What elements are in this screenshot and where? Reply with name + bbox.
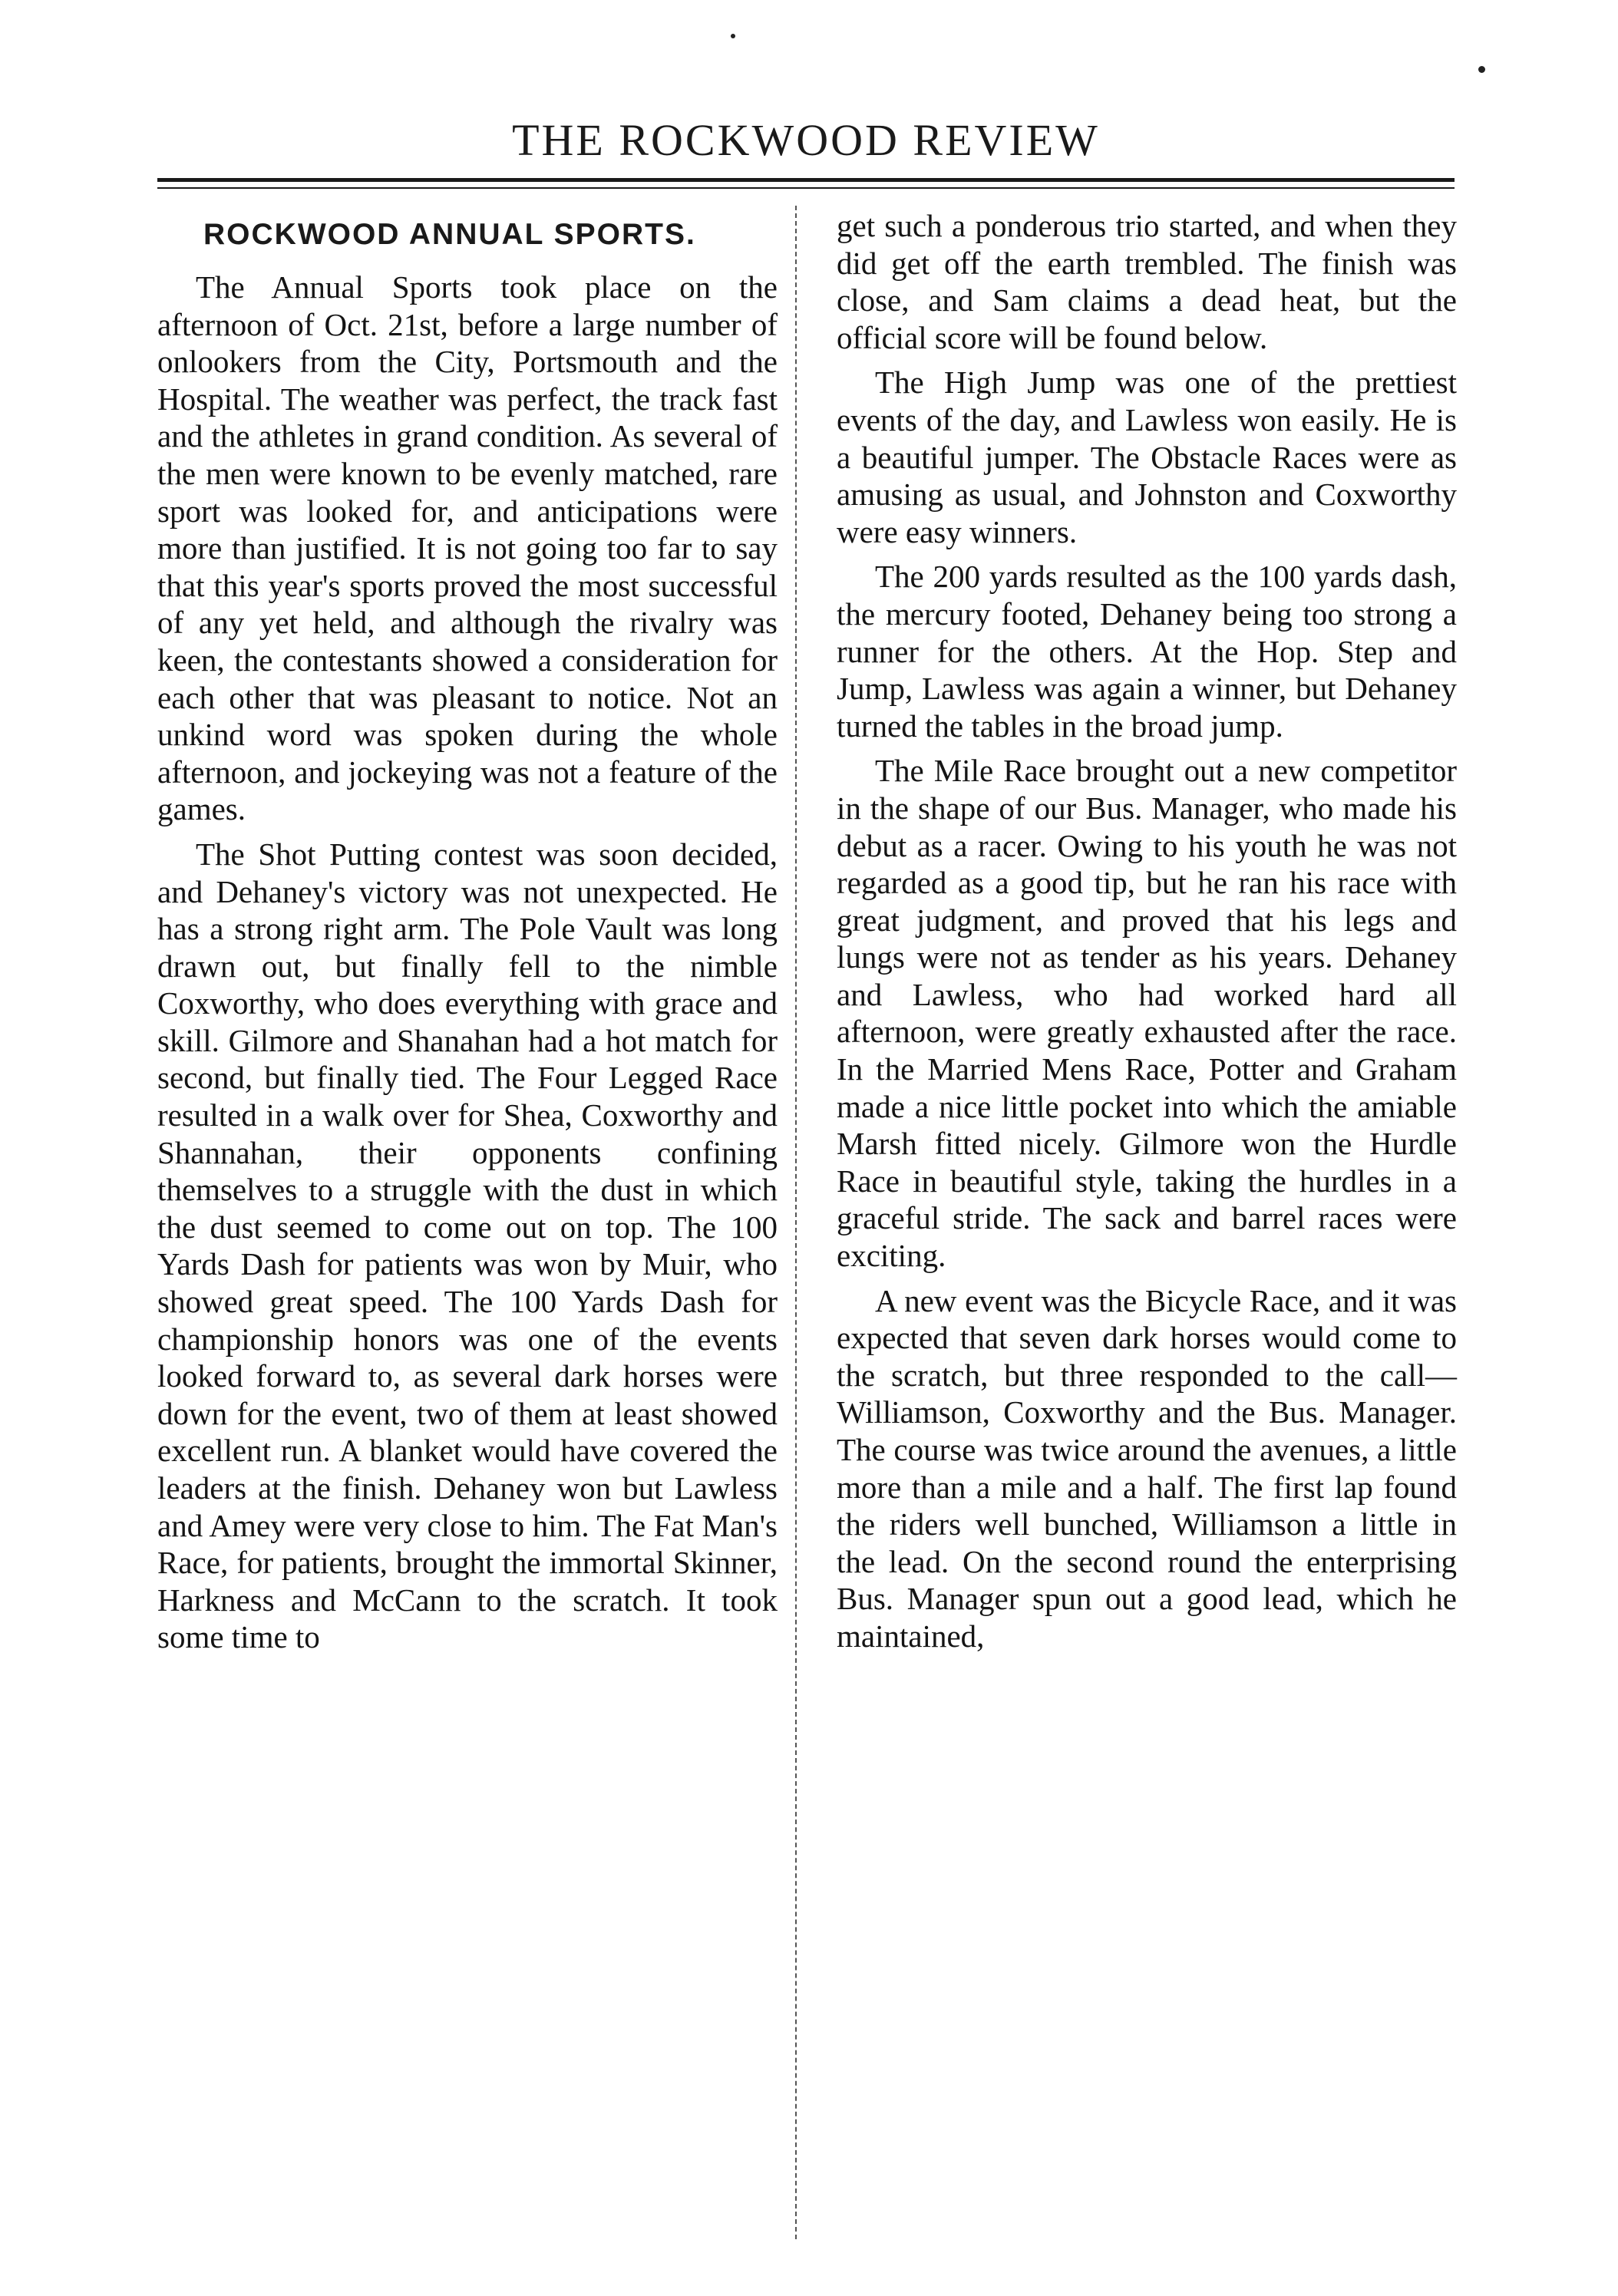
ink-speck <box>1478 66 1485 73</box>
column-divider <box>795 206 797 2239</box>
paragraph: The Mile Race brought out a new competitor in the shape of our Bus. Manager, who made his debut as a racer. Owing to his youth he was not regarded as a good tip, but he ran his race with great judgment, and proved that his legs and lungs were not as tender as his years. Dehaney and Lawless, who had worked hard all afternoon, were greatly exhausted after the race. In the Married Mens Race, Potter and Graham made a nice little pocket into which the amiable Marsh fitted nicely. Gilmore won the Hurdle Race in beautiful style, taking the hurdles in a graceful stride. The sack and barrel races were exciting. <box>837 753 1457 1274</box>
ink-speck <box>731 34 735 38</box>
paragraph-continued: get such a ponderous trio started, and when they did get off the earth trembled. The finish was close, and Sam claims a dead heat, but the official score will be found below. <box>837 208 1457 355</box>
header-rule-thick <box>157 178 1455 182</box>
paragraph: A new event was the Bicycle Race, and it was expected that seven dark horses would come to the scratch, but three responded to the call—Williamson, Coxworthy and the Bus. Manager. The course was twice around the avenues, a little more than a mile and a half. The first lap found the riders well bunched, Williamson a little in the lead. On the second round the enterprising Bus. Manager spun out a good lead, which he maintained, <box>837 1282 1457 1654</box>
paragraph: The 200 yards resulted as the 100 yards dash, the mercury footed, Dehaney being too strong a runner for the others. At the Hop. Step and Jump, Lawless was again a winner, but Dehaney turned the tables in the broad jump. <box>837 559 1457 744</box>
left-column <box>157 207 778 1664</box>
paragraph: The Shot Putting contest was soon decided, and Dehaney's victory was not unexpected. He has a strong right arm. The Pole Vault was long drawn out, but finally fell to the nimble Coxworthy, who does everything with grace and skill. Gilmore and Shanahan had a hot match for second, but finally tied. The Four Legged Race resulted in a walk over for Shea, Coxworthy and Shannahan, their opponents confining themselves to a struggle with the dust in which the dust seemed to come out on top. The 100 Yards Dash for patients was won by Muir, who showed great speed. The 100 Yards Dash for championship honors was one of the events looked forward to, as several dark horses were down for the event, two of them at least showed excellent run. A blanket would have covered the leaders at the finish. Dehaney won but Lawless and Amey were very close to him. The Fat Man's Race, for patients, brought the immortal Skinner, Harkness and McCann to the scratch. It took some time to <box>157 836 778 1655</box>
paragraph: The Annual Sports took place on the afternoon of Oct. 21st, before a large number of onlookers from the City, Portsmouth and the Hospital. The weather was perfect, the track fast and the athletes in grand condition. As several of the men were known to be evenly matched, rare sport was looked for, and anticipations were more than justified. It is not going too far to say that this year's sports proved the most successful of any yet held, and although the rivalry was keen, the contestants showed a consideration for each other that was pleasant to notice. Not an unkind word was spoken during the whole afternoon, and jockeying was not a feature of the games. <box>157 269 778 827</box>
header-rule-thin <box>157 187 1455 189</box>
running-title: THE ROCKWOOD REVIEW <box>512 115 1100 165</box>
right-column <box>837 207 1457 1663</box>
article-title: ROCKWOOD ANNUAL SPORTS. <box>203 218 696 251</box>
paragraph: The High Jump was one of the prettiest events of the day, and Lawless won easily. He is a beautiful jumper. The Obstacle Races were as amusing as usual, and Johnston and Coxworthy were easy winners. <box>837 365 1457 549</box>
